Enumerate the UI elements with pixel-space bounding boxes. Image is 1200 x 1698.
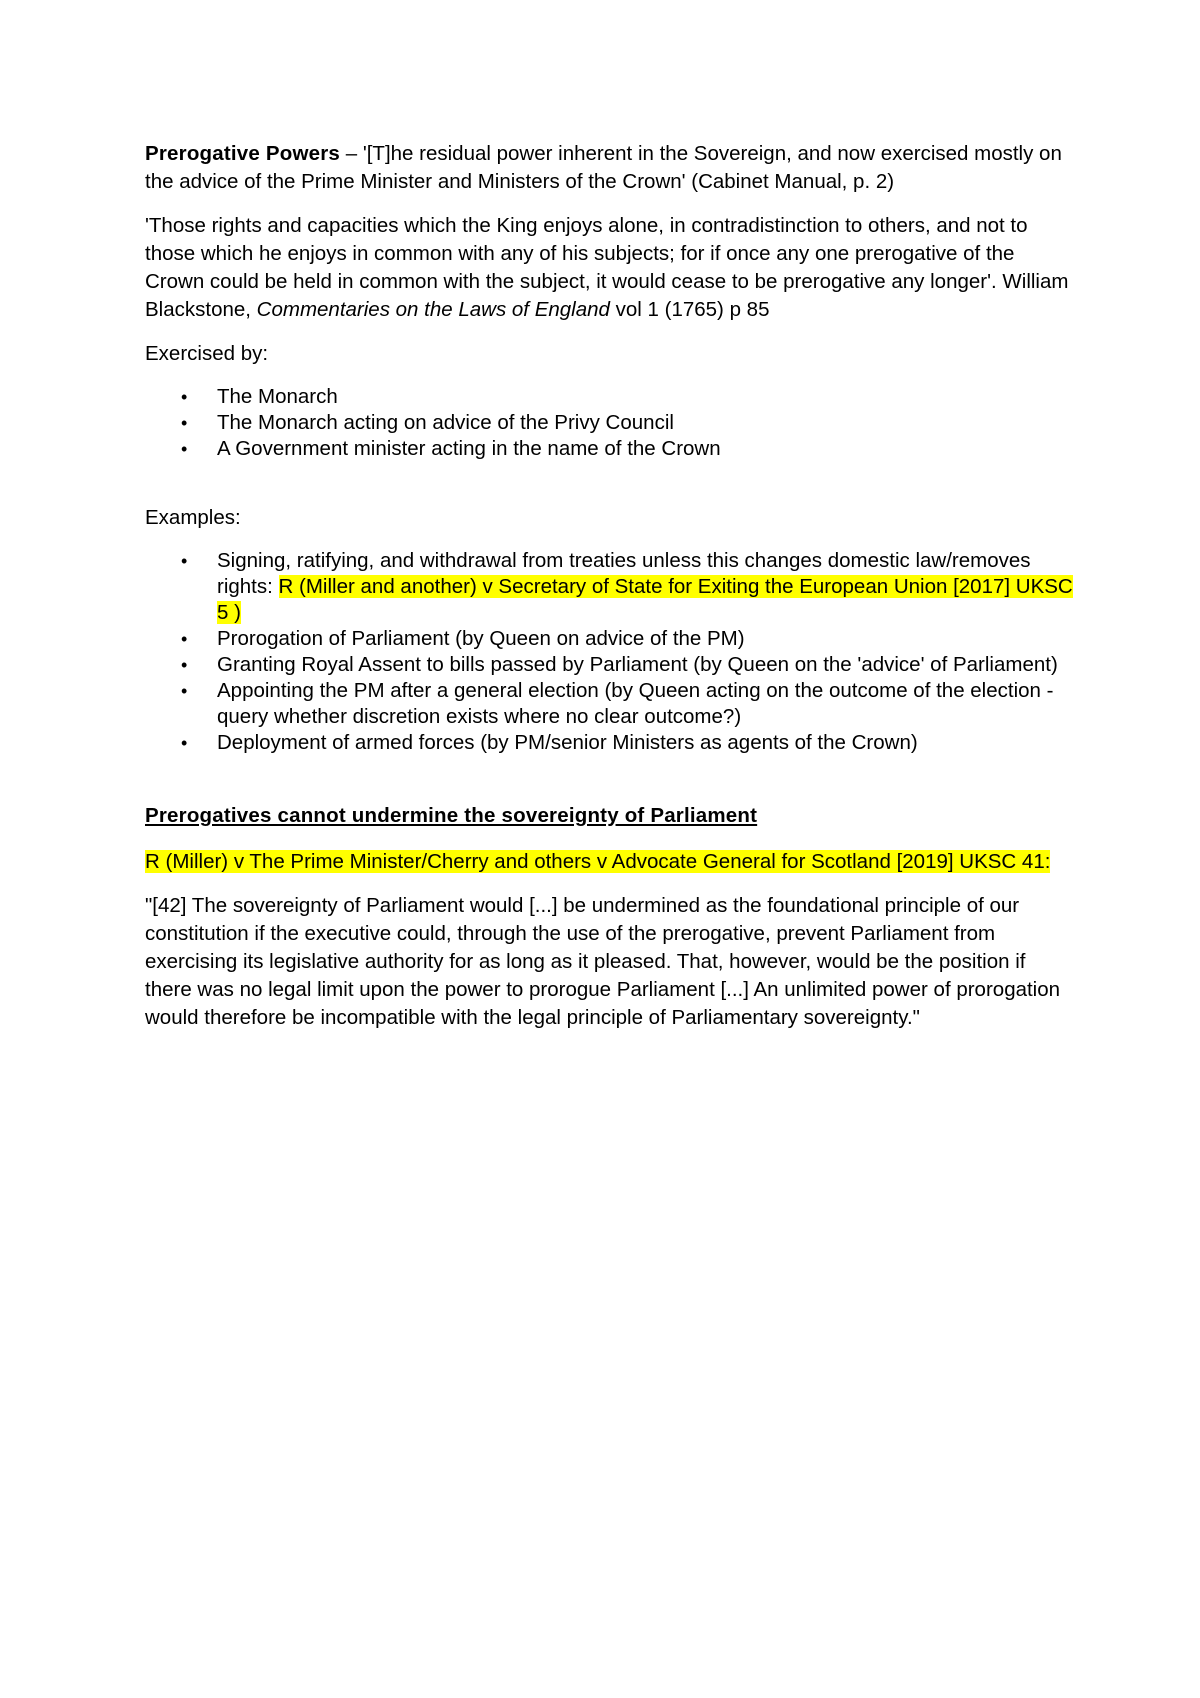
blackstone-quote-paragraph: [145, 212, 1075, 324]
bullet-icon: •: [181, 629, 188, 649]
list-item: [145, 384, 1075, 410]
section-heading: Prerogatives cannot undermine the sovereignty of Parliament: [145, 804, 758, 827]
document-page: [145, 140, 1075, 1048]
miller-2017-case-highlight: R (Miller and another) v Secretary of State for Exiting the European Union [2017] UKSC 5 ): [217, 575, 1073, 624]
definition-text: – '[T]he residual power inherent in the Sovereign, and now exercised mostly on the advice of the Prime Minister and Ministers of the Crown' (Cabinet Manual, p. 2): [145, 142, 1062, 193]
list-item-text: Deployment of armed forces (by PM/senior Ministers as agents of the Crown): [217, 731, 918, 754]
list-item-text: Appointing the PM after a general election (by Queen acting on the outcome of the election - query whether discretion exists where no clear outcome?): [217, 679, 1054, 728]
exercised-by-list: [145, 384, 1075, 462]
miller-2019-quote: "[42] The sovereignty of Parliament would [...] be undermined as the foundational principle of our constitution if the executive could, through the use of the prerogative, prevent Parliament from exercising its legislative authority for as long as it pleased. That, however, would be the position if there was no legal limit upon the power to prorogue Parliament [...] An unlimited power of prorogation would therefore be incompatible with the legal principle of Parliamentary sovereignty.": [145, 894, 1061, 1029]
exercised-by-label: Exercised by:: [145, 342, 269, 365]
list-item: [145, 730, 1075, 756]
list-item: [145, 652, 1075, 678]
bullet-icon: •: [181, 387, 188, 407]
miller-2019-case-highlight: R (Miller) v The Prime Minister/Cherry and others v Advocate General for Scotland [2019] UKSC 41:: [145, 850, 1051, 873]
list-item: [145, 548, 1075, 626]
examples-label: Examples:: [145, 506, 241, 529]
list-item-text: The Monarch: [217, 385, 338, 408]
list-item-text: The Monarch acting on advice of the Privy Council: [217, 411, 674, 434]
bullet-icon: •: [181, 733, 188, 753]
definition-paragraph: [145, 140, 1075, 196]
bullet-icon: •: [181, 413, 188, 433]
blackstone-work-title: Commentaries on the Laws of England: [256, 298, 610, 321]
spacer: [145, 478, 1075, 504]
bullet-icon: •: [181, 681, 188, 701]
list-item-text: Signing, ratifying, and withdrawal from treaties unless this changes domestic law/removes rights:: [217, 549, 1031, 598]
list-item: [145, 436, 1075, 462]
bullet-icon: •: [181, 655, 188, 675]
bullet-icon: •: [181, 439, 188, 459]
list-item: [145, 678, 1075, 730]
list-item-text: A Government minister acting in the name of the Crown: [217, 437, 721, 460]
definition-term: Prerogative Powers: [145, 142, 341, 165]
blackstone-quote: 'Those rights and capacities which the King enjoys alone, in contradistinction to others, and not to those which he enjoys in common with any of his subjects; for if once any one prerogative of the Crown could be held in common with the subject, it would cease to be prerogative any longer'. William Blackstone,: [145, 214, 1069, 321]
bullet-icon: •: [181, 551, 188, 571]
list-item-text: Granting Royal Assent to bills passed by Parliament (by Queen on the 'advice' of Parliament): [217, 653, 1058, 676]
examples-list: [145, 548, 1075, 756]
spacer: [145, 772, 1075, 802]
list-item-text: Prorogation of Parliament (by Queen on advice of the PM): [217, 627, 745, 650]
list-item: [145, 410, 1075, 436]
list-item: [145, 626, 1075, 652]
blackstone-citation: vol 1 (1765) p 85: [609, 298, 770, 321]
miller-2019-case-paragraph: [145, 848, 1075, 876]
